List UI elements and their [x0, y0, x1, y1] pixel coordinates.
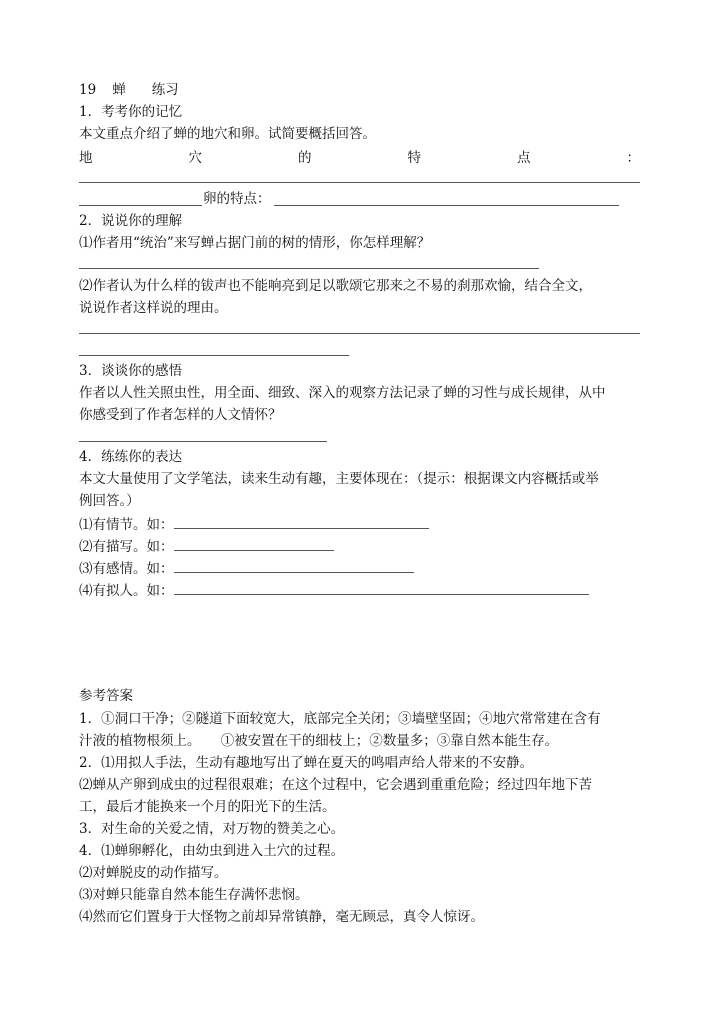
burrow-char: 特 [407, 150, 421, 166]
answer-blank[interactable] [174, 580, 589, 595]
answer-line[interactable] [79, 441, 327, 442]
answer-4-2: ⑵对蝉脱皮的动作描写。 [79, 865, 228, 881]
section-4-prompt-line1: 本文大量使用了文学笔法，读来生动有趣，主要体现在：（提示：根据课文内容概括或举 [79, 471, 599, 487]
answer-line[interactable] [79, 182, 640, 183]
expression-item-3 [79, 558, 414, 579]
answer-2-2-line1: ⑵蝉从产卵到成虫的过程很艰难；在这个过程中，它会遇到重重危险；经过四年地下苦 [79, 777, 592, 793]
item-label: ⑵有描写。如： [79, 539, 174, 555]
item-label: ⑷有拟人。如： [79, 583, 174, 599]
question-2-1: ⑴作者用“统治”来写蝉占据门前的树的情形，你怎样理解？ [79, 235, 431, 251]
item-label: ⑴有情节。如： [79, 517, 174, 533]
answer-2-2-line2: 工，最后才能换来一个月的阳光下的生活。 [79, 799, 336, 815]
question-2-2-line1: ⑵作者认为什么样的钹声也不能响亮到足以歌颂它那来之不易的刹那欢愉，结合全文， [79, 278, 592, 294]
answer-line[interactable] [79, 268, 539, 269]
answer-4-1: 4．⑴蝉卵孵化，由幼虫到进入土穴的过程。 [79, 843, 345, 859]
answer-4-3: ⑶对蝉只能靠自然本能生存满怀悲悯。 [79, 887, 309, 903]
title-name: 蝉 [112, 82, 126, 98]
answer-blank[interactable] [174, 536, 334, 551]
answer-line[interactable] [79, 333, 640, 334]
burrow-char: 穴 [188, 150, 202, 166]
answer-3: 3．对生命的关爱之情，对万物的赞美之心。 [79, 821, 345, 837]
burrow-char: 点 [517, 150, 531, 166]
burrow-char: 地 [79, 150, 93, 166]
answer-2-1: 2．⑴用拟人手法，生动有趣地写出了蝉在夏天的鸣唱声给人带来的不安静。 [79, 755, 534, 771]
answers-heading: 参考答案 [79, 688, 133, 704]
answer-line[interactable] [274, 205, 619, 206]
answer-line[interactable] [79, 205, 202, 206]
section-3-prompt-line2: 你感受到了作者怎样的人文情怀？ [79, 407, 282, 423]
expression-item-4 [79, 580, 589, 601]
question-2-2-line2: 说说作者这样说的理由。 [79, 300, 228, 316]
section-3-prompt-line1: 作者以人性关照虫性，用全面、细致、深入的观察方法记录了蝉的习性与成长规律，从中 [79, 385, 606, 401]
title-number: 19 [79, 82, 97, 98]
burrow-char: 的 [298, 150, 312, 166]
expression-item-2 [79, 536, 334, 557]
burrow-char: ： [626, 150, 640, 166]
page-title [79, 80, 179, 100]
section-1-prompt: 本文重点介绍了蝉的地穴和卵。试简要概括回答。 [79, 126, 376, 142]
item-label: ⑶有感情。如： [79, 561, 174, 577]
section-4-prompt-line2: 例回答。） [79, 493, 140, 509]
egg-features-label: 卵的特点： [203, 191, 271, 207]
burrow-features-label [79, 148, 640, 168]
answer-blank[interactable] [174, 514, 429, 529]
title-subtitle: 练习 [151, 82, 179, 98]
section-4-heading: 4．练练你的表达 [79, 449, 183, 465]
expression-item-1 [79, 514, 429, 535]
answer-4-4: ⑷然而它们置身于大怪物之前却异常镇静，毫无顾忌，真令人惊讶。 [79, 909, 484, 925]
answer-blank[interactable] [174, 558, 414, 573]
answer-line[interactable] [79, 355, 349, 356]
answer-1-line1: 1．①洞口干净；②隧道下面较宽大，底部完全关闭；③墙壁坚固；④地穴常常建在含有 [79, 711, 601, 727]
section-3-heading: 3．谈谈你的感悟 [79, 363, 183, 379]
section-1-heading: 1．考考你的记忆 [79, 104, 183, 120]
answer-1-line2: 汁液的植物根须上。 ①被安置在干的细枝上；②数量多；③靠自然本能生存。 [79, 733, 559, 749]
section-2-heading: 2．说说你的理解 [79, 213, 183, 229]
